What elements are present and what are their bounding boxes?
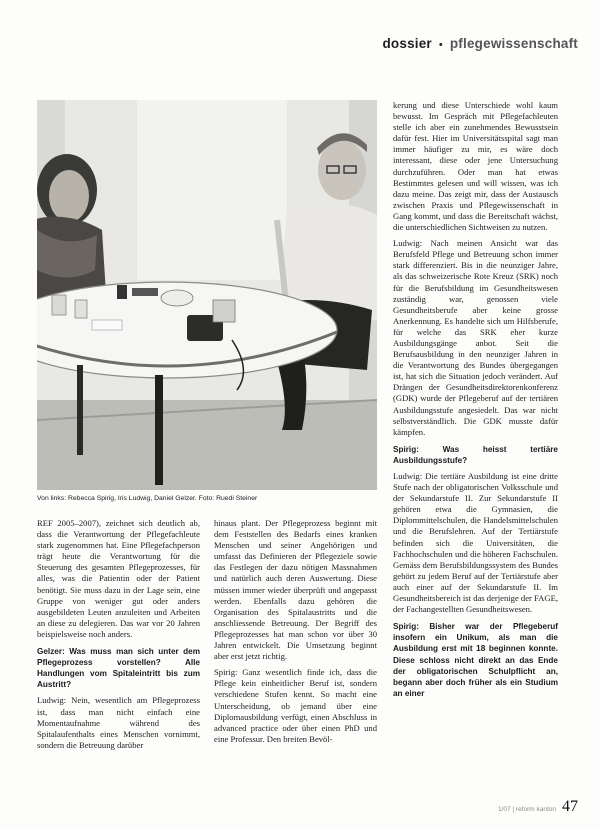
text-column-3 bbox=[393, 100, 558, 699]
body-paragraph: hinaus plant. Der Pflegeprozess beginnt mit dem Feststellen des Bedarfs eines kranken Menschen und seiner Angehörigen und umfasst das Definieren der Pflegeziele sowie das Festlegen der dazu nötigen Massnahmen und natürlich auch deren Auswertung. Diese müssen immer wieder überprüft und angepasst werden. Ebenfalls dazu gehören die Organisation des Spitalaustritts und die anschliessende Betreuung. Der Begriff des Pflegeprozesses hat man schon vor über 30 Jahren entwickelt. Die Umsetzung beginnt aber erst jetzt richtig. bbox=[214, 518, 377, 662]
interview-question: Gelzer: Was muss man sich unter dem Pflegeprozess vorstellen? Alle Handlungen vom Spitaleintritt bis zum Austritt? bbox=[37, 647, 200, 690]
body-paragraph: Ludwig: Nach meinen Ansicht war das Berufsfeld Pflege und Betreuung schon immer stark differenziert. Bis in die neunziger Jahre, als das schweizerische Rote Kreuz (SRK) noch für die Berufsbildung im Gesundheitswesen zuständig war, genossen viele Gesundheitsberufe aber keine grosse Anerkennung. Es handelte sich um Hilfsberufe, für welche das SRK eher kurze Ausbildungsgänge anbot. Seit die Berufsausbildung in den neunziger Jahren in die Verantwortung des Bundes übergegangen ist, hat sich die Situation jedoch verändert. Auf Drängen der Gesundheitsdirektorenkonferenz (GDK) wurde der Pflegeberuf auf der tertiären Ausbildungsstufe angesiedelt. Das war nicht selbstverständlich. Die GDK musste dafür kämpfen. bbox=[393, 238, 558, 437]
interview-question: Spirig: Bisher war der Pflegeberuf insofern ein Unikum, als man die Ausbildung erst mit 18 beginnen konnte. Diese schloss nicht direkt an das Ende der obligatorischen Schulpflicht an, begann aber doch früher als ein Studium an einer bbox=[393, 622, 558, 698]
interview-photo bbox=[37, 100, 377, 490]
topic-label: pflegewissenschaft bbox=[449, 36, 578, 51]
publication-label: 1/07 | reform kanton bbox=[497, 806, 556, 813]
photo-caption: Von links: Rebecca Spirig, Iris Ludwig, Daniel Gelzer. Foto: Ruedi Steiner bbox=[37, 495, 258, 502]
page-header bbox=[382, 36, 578, 51]
photo-illustration bbox=[37, 100, 377, 490]
page-footer bbox=[498, 798, 578, 816]
body-paragraph: Ludwig: Nein, wesentlich am Pflegeprozess ist, dass man nicht einfach eine Momentaufnahme während des Spitalaufenthalts eines Menschen vornimmt, sondern die Betreuung darüber bbox=[37, 695, 200, 750]
interview-question: Spirig: Was heisst tertiäre Ausbildungsstufe? bbox=[393, 444, 558, 465]
body-paragraph: kerung und diese Unterschiede wohl kaum bewusst. Im Gespräch mit Pflegefachleuten stelle ich aber ein zunehmendes Bewusstsein dafür fest. Hier im Universitätsspital sagt man immer häufiger zu mir, es wäre doch interessant, diese oder jene Untersuchung durchzuführen. Oder man hat etwas Bestimmtes gelesen und will wissen, was ich dazu meine. Das zeigt mir, dass der Austausch zwischen Praxis und Pflegewissenschaft in Gang kommt, und dass die Bereitschaft wächst, die unterschiedlichen Sichtweisen zu nutzen. bbox=[393, 100, 558, 233]
header-bullet: • bbox=[438, 39, 443, 51]
text-column-1 bbox=[37, 518, 200, 751]
body-paragraph: REF 2005–2007), zeichnet sich deutlich ab, dass die Verantwortung der Pflegefachleute stark zugenommen hat. Eine Pflegefachperson trägt heute die Verantwortung für die Steuerung des gesamten Pflegeprozesses, für alles, was die Patientin oder der Patient benötigt. Sie muss dazu in der Lage sein, eine Gruppe von weniger gut oder anders ausgebildeten Leuten anzuleiten und Arbeiten an diese zu delegieren. Das war vor 20 Jahren beispielsweise noch anders. bbox=[37, 518, 200, 639]
section-label: dossier bbox=[382, 36, 432, 51]
body-paragraph: Spirig: Ganz wesentlich finde ich, dass die Pflege kein einheitlicher Beruf ist, sondern verschiedene Stufen kennt. So macht eine Unterscheidung, ob jemand über eine Diplomausbildung verfügt, einen Abschluss in advanced practice oder über einen PhD und eine Professur. Den breiten Bevöl- bbox=[214, 667, 377, 744]
text-column-2 bbox=[214, 518, 377, 745]
body-paragraph: Ludwig: Die tertiäre Ausbildung ist eine dritte Stufe nach der obligatorischen Volksschule und der Sekundarstufe II. Zur Sekundarstufe II gehören etwa die Gymnasien, die Diplommittelschulen, die Handelsmittelschulen und die Berufslehren. Auf der Tertiärstufe befinden sich die Universitäten, die Fachhochschulen und die höheren Fachschulen. Gemäss dem Berufsbildungssystem des Bundes gehört zu jedem Beruf auf der Tertiärstufe aber auch einer auf der Sekundarstufe II. Im Gesundheitsbereich ist das derjenige der FAGE, der Fachangestellten Gesundheitswesen. bbox=[393, 471, 558, 615]
page-number: 47 bbox=[562, 798, 578, 815]
